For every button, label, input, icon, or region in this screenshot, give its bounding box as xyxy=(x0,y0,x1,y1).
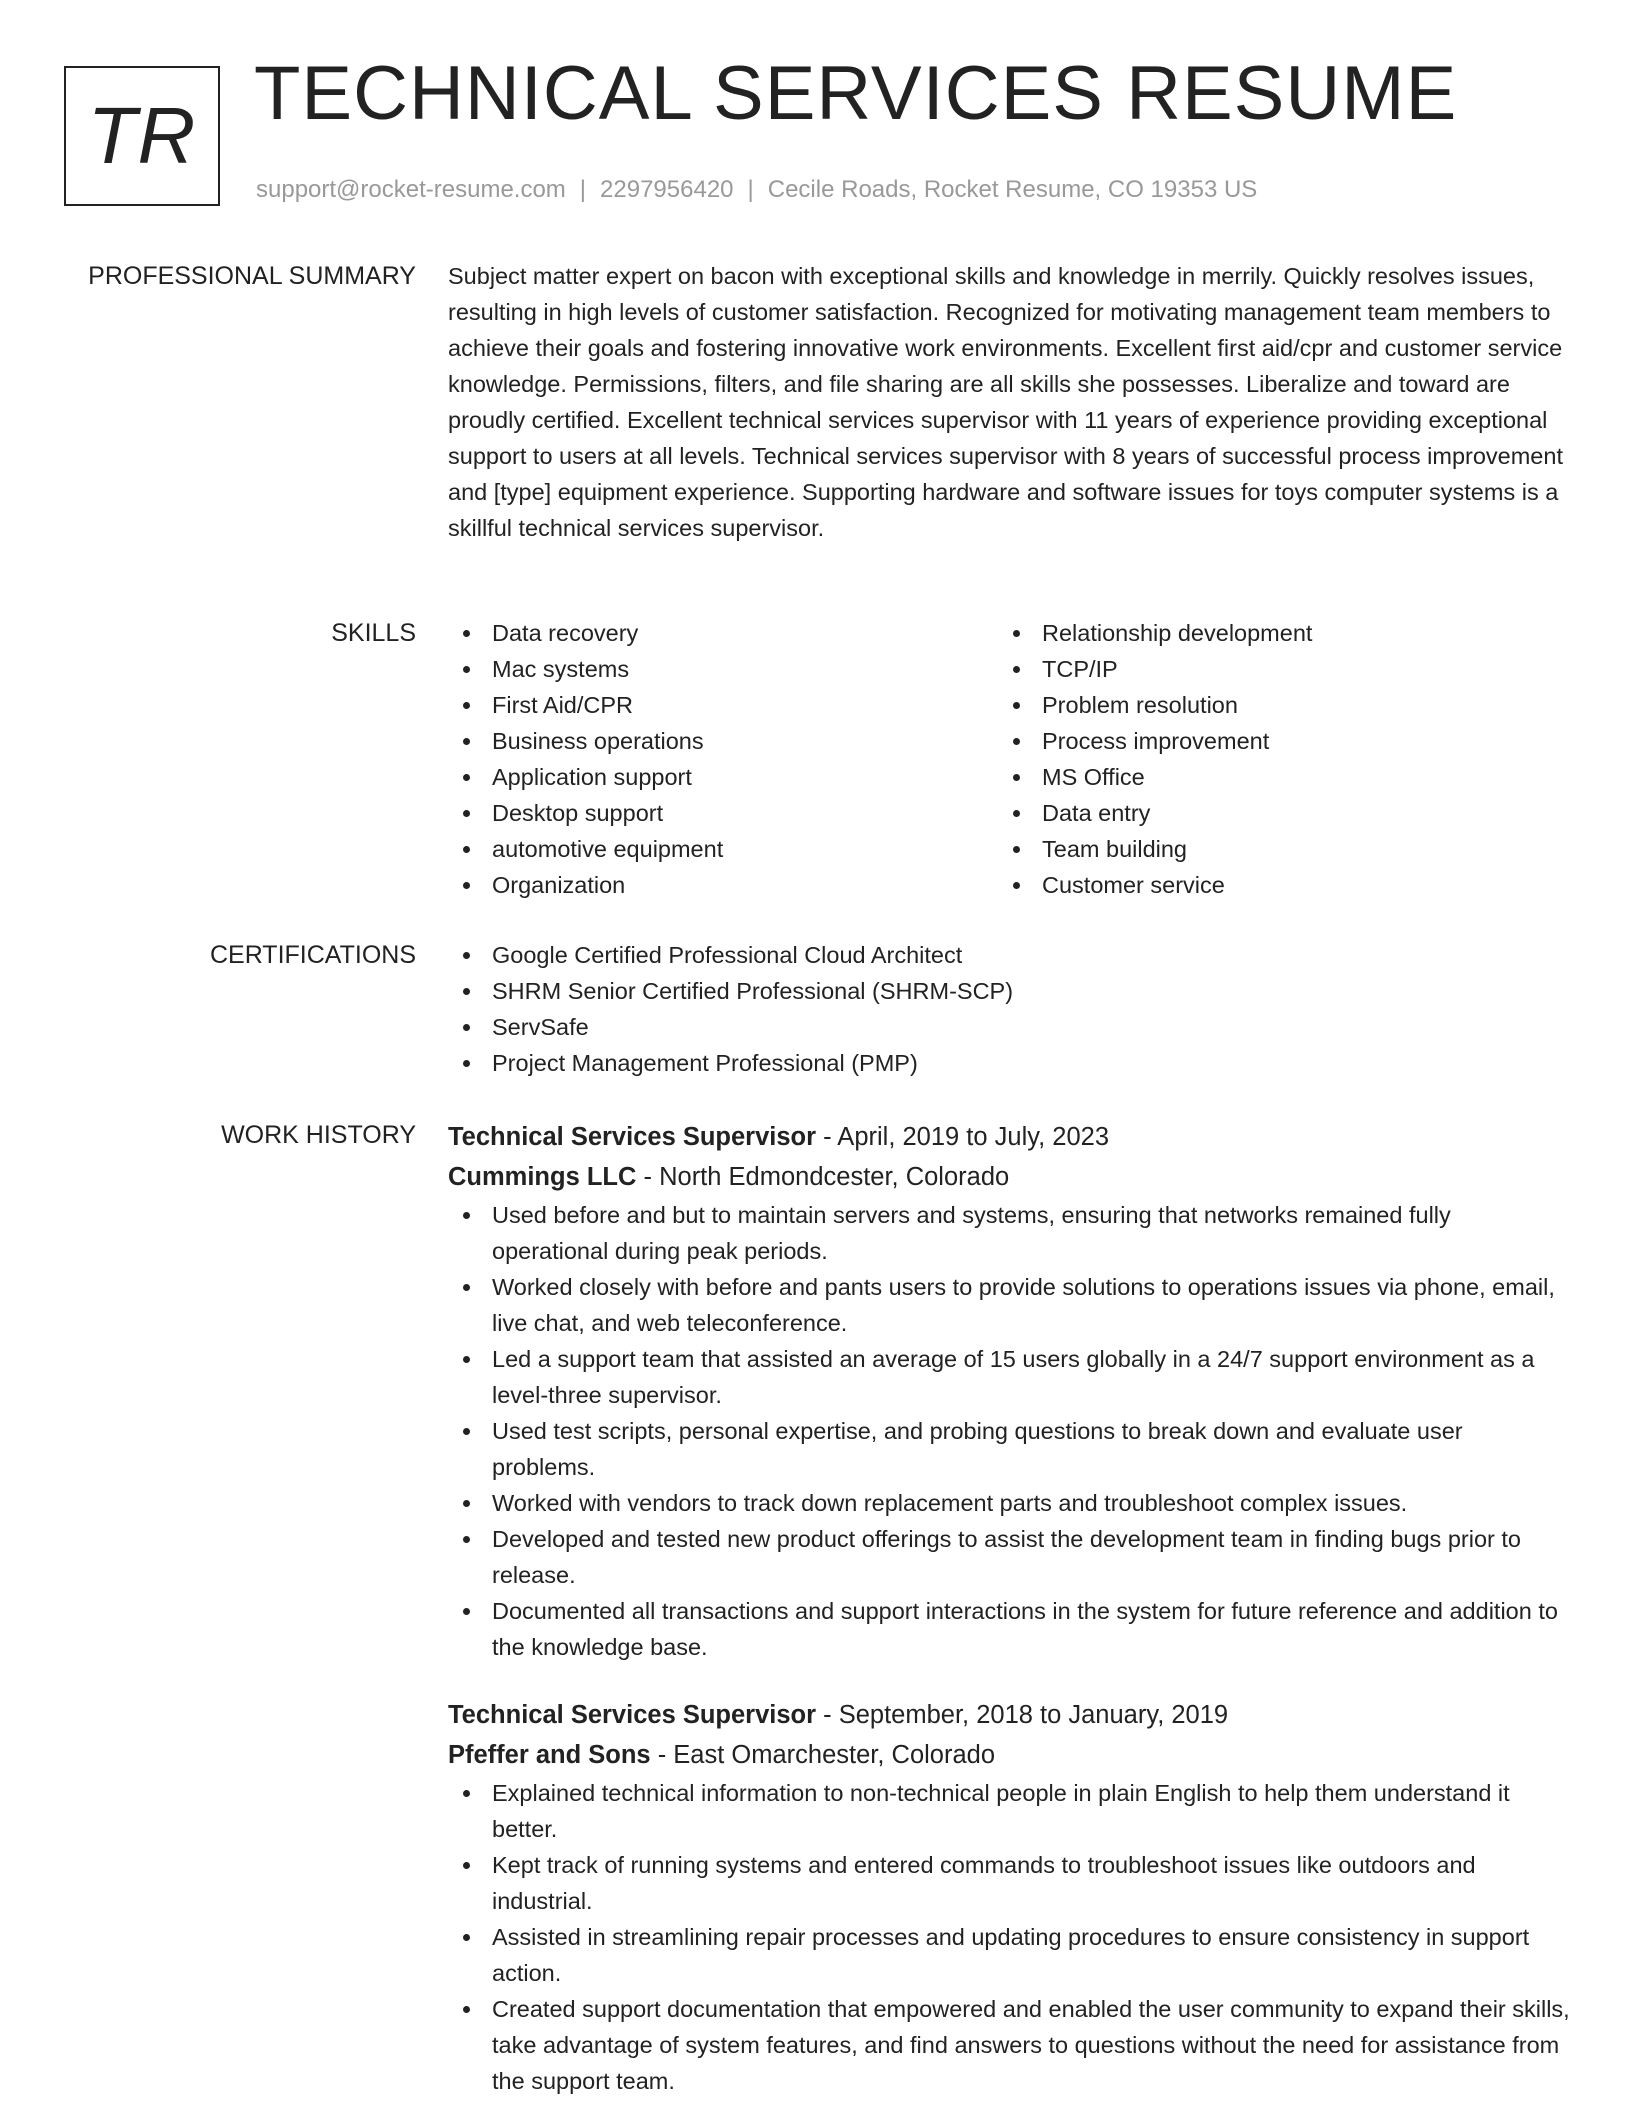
contact-separator: | xyxy=(579,176,587,203)
contact-separator: | xyxy=(747,176,754,203)
skills-label: SKILLS xyxy=(331,619,416,647)
job-duty: Explained technical information to non-technical people in plain English to help them understand it better. xyxy=(448,1775,1570,1847)
job-duty: Created support documentation that empowered and enabled the user community to expand their skills, take advantage of system features, and find answers to questions without the need for assistance from the support team. xyxy=(448,1991,1570,2099)
job-company-line xyxy=(448,1735,1570,1775)
monogram-box xyxy=(64,66,220,206)
certification-item: Google Certified Professional Cloud Architect xyxy=(448,937,1570,973)
skill-item: Process improvement xyxy=(998,723,1548,759)
skills-list-right xyxy=(998,615,1548,903)
skill-item: Desktop support xyxy=(448,795,998,831)
certification-item: SHRM Senior Certified Professional (SHRM-SCP) xyxy=(448,973,1570,1009)
skill-item: Mac systems xyxy=(448,651,998,687)
work-history-label: WORK HISTORY xyxy=(221,1121,416,1149)
skill-item: MS Office xyxy=(998,759,1548,795)
job-duty: Used test scripts, personal expertise, and probing questions to break down and evaluate user problems. xyxy=(448,1413,1570,1485)
certification-item: ServSafe xyxy=(448,1009,1570,1045)
job-company: Pfeffer and Sons xyxy=(448,1741,651,1769)
job-duty: Worked with vendors to track down replacement parts and troubleshoot complex issues. xyxy=(448,1485,1570,1521)
skill-item: TCP/IP xyxy=(998,651,1548,687)
job-location: - East Omarchester, Colorado xyxy=(657,1741,996,1769)
job-dates: - September, 2018 to January, 2019 xyxy=(823,1701,1229,1729)
job-duty: Assisted in streamlining repair processes and updating procedures to ensure consistency in support action. xyxy=(448,1919,1570,1991)
skill-item: Customer service xyxy=(998,867,1548,903)
job-entry xyxy=(448,1695,1570,2099)
job-title-line xyxy=(448,1695,1570,1735)
job-duty: Led a support team that assisted an average of 15 users globally in a 24/7 support environment as a level-three supervisor. xyxy=(448,1341,1570,1413)
work-history-body xyxy=(448,1117,1570,2099)
monogram-initials: TR xyxy=(87,91,197,180)
skill-item: Relationship development xyxy=(998,615,1548,651)
skills-list-left xyxy=(448,615,998,903)
contact-address: Cecile Roads, Rocket Resume, CO 19353 US xyxy=(767,176,1258,203)
resume-title: TECHNICAL SERVICES RESUME xyxy=(254,51,1458,136)
skill-item: Organization xyxy=(448,867,998,903)
skills-body xyxy=(448,615,1570,903)
certifications-label: CERTIFICATIONS xyxy=(209,941,416,969)
job-entry xyxy=(448,1117,1570,1665)
skill-item: Application support xyxy=(448,759,998,795)
job-duty: Kept track of running systems and entered commands to troubleshoot issues like outdoors and industrial. xyxy=(448,1847,1570,1919)
job-title: Technical Services Supervisor xyxy=(448,1123,817,1151)
skill-item: Team building xyxy=(998,831,1548,867)
job-title: Technical Services Supervisor xyxy=(448,1701,817,1729)
job-duty: Developed and tested new product offerings to assist the development team in finding bugs prior to release. xyxy=(448,1521,1570,1593)
skill-item: Data entry xyxy=(998,795,1548,831)
skill-item: automotive equipment xyxy=(448,831,998,867)
contact-line xyxy=(256,176,1257,204)
job-company-line xyxy=(448,1157,1570,1197)
certifications-list xyxy=(448,937,1570,1081)
skill-item: Data recovery xyxy=(448,615,998,651)
contact-phone: 2297956420 xyxy=(600,176,734,203)
summary-body xyxy=(448,258,1570,546)
job-duty: Documented all transactions and support interactions in the system for future reference and addition to the knowledge base. xyxy=(448,1593,1570,1665)
job-duties-list xyxy=(448,1197,1570,1665)
certifications-body xyxy=(448,937,1570,1081)
skill-item: Business operations xyxy=(448,723,998,759)
summary-text: Subject matter expert on bacon with exceptional skills and knowledge in merrily. Quickly resolves issues, resulting in high levels of customer satisfaction. Recognized for motivating management team members to achieve their goals and fostering innovative work environments. Excellent first aid/cpr and customer service knowledge. Permissions, filters, and file sharing are all skills she possesses. Liberalize and toward are proudly certified. Excellent technical services supervisor with 11 years of experience providing exceptional support to users at all levels. Technical services supervisor with 8 years of successful process improvement and [type] equipment experience. Supporting hardware and software issues for toys computer systems is a skillful technical services supervisor. xyxy=(448,263,1563,541)
job-location: - North Edmondcester, Colorado xyxy=(643,1163,1010,1191)
certification-item: Project Management Professional (PMP) xyxy=(448,1045,1570,1081)
job-duty: Used before and but to maintain servers and systems, ensuring that networks remained fully operational during peak periods. xyxy=(448,1197,1570,1269)
job-duty: Worked closely with before and pants users to provide solutions to operations issues via phone, email, live chat, and web teleconference. xyxy=(448,1269,1570,1341)
job-company: Cummings LLC xyxy=(448,1163,637,1191)
skill-item: First Aid/CPR xyxy=(448,687,998,723)
skill-item: Problem resolution xyxy=(998,687,1548,723)
job-dates: - April, 2019 to July, 2023 xyxy=(823,1123,1110,1151)
summary-label: PROFESSIONAL SUMMARY xyxy=(88,262,416,290)
job-duties-list xyxy=(448,1775,1570,2099)
contact-email: support@rocket-resume.com xyxy=(256,176,566,203)
job-title-line xyxy=(448,1117,1570,1157)
